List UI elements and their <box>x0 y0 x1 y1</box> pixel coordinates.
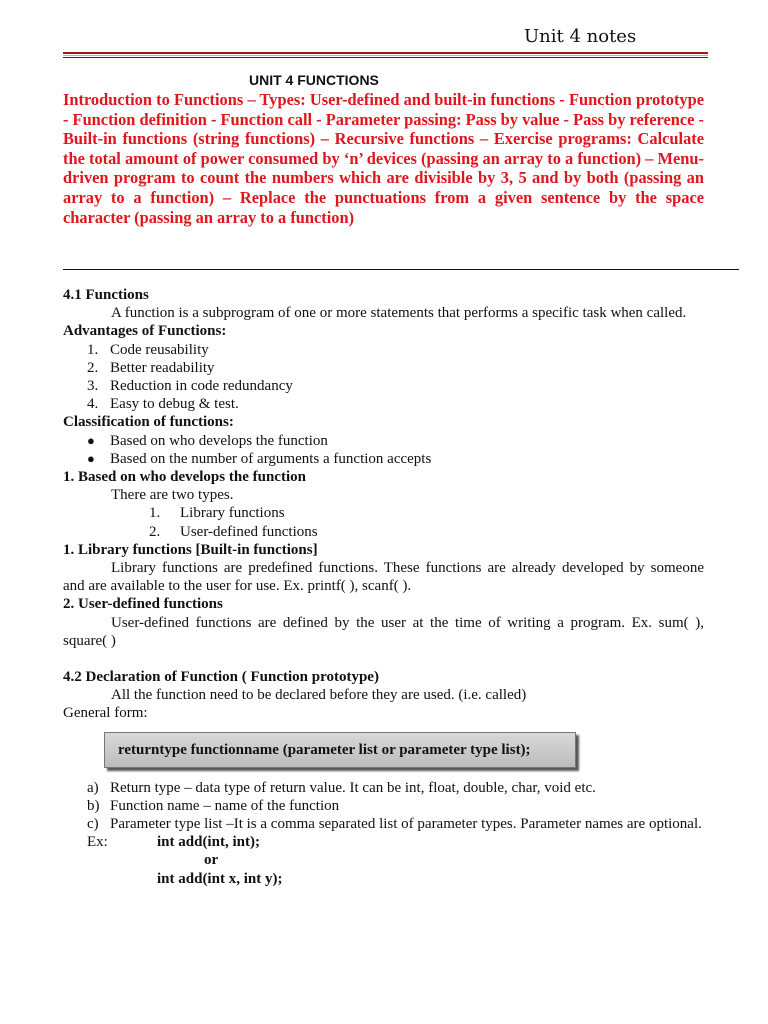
who-develops-heading: 1. Based on who develops the function <box>63 469 306 486</box>
list-item: 3. Reduction in code redundancy <box>87 378 293 395</box>
list-item: c) Parameter type list –It is a comma separated list of parameter types. Parameter names are optional. <box>87 816 702 833</box>
bullet-icon: ● <box>87 432 95 448</box>
example-code-line: int add(int x, int y); <box>157 870 283 887</box>
types-list <box>63 504 704 540</box>
example-row <box>63 833 704 851</box>
list-item: ● Based on the number of arguments a function accepts <box>87 450 432 467</box>
header-title: Unit 4 notes <box>524 26 637 47</box>
list-item: 2. User-defined functions <box>149 523 318 540</box>
bullet-icon: ● <box>87 450 95 466</box>
general-form-label: General form: <box>63 705 148 722</box>
list-item: 2. Better readability <box>87 359 215 376</box>
library-functions-text: Library functions are predefined functions. These functions are already developed by someone and are available to the user for use. Ex. printf( ), scanf( ). <box>63 560 704 595</box>
header-divider <box>63 52 708 58</box>
who-develops-intro: There are two types. <box>111 487 234 504</box>
declaration-intro: All the function need to be declared before they are used. (i.e. called) <box>111 687 527 704</box>
list-item: b) Function name – name of the function <box>87 797 340 814</box>
section-divider <box>63 269 739 270</box>
user-defined-text: User-defined functions are defined by the user at the time of writing a program. Ex. sum( ), square( ) <box>63 614 704 649</box>
spacer <box>63 650 704 668</box>
list-item: ● Based on who develops the function <box>87 432 328 449</box>
general-form-code: returntype functionname (parameter list or parameter type list); <box>118 741 531 758</box>
example-label: Ex: <box>87 834 108 851</box>
document-body <box>63 286 704 888</box>
unit-title: UNIT 4 FUNCTIONS <box>249 72 379 88</box>
library-functions-heading: 1. Library functions [Built-in functions] <box>63 541 318 558</box>
user-defined-heading: 2. User-defined functions <box>63 596 223 613</box>
list-item: 4. Easy to debug & test. <box>87 396 239 413</box>
example-code-line: int add(int, int); <box>157 834 260 851</box>
prototype-parts-list <box>63 779 704 834</box>
classification-list <box>63 432 704 468</box>
example-or: or <box>204 852 219 869</box>
advantages-list <box>63 341 704 414</box>
list-item: 1. Library functions <box>149 505 285 522</box>
list-item: a) Return type – data type of return value. It can be int, float, double, char, void etc. <box>87 779 596 796</box>
function-definition: A function is a subprogram of one or more statements that performs a specific task when called. <box>111 305 687 322</box>
section-heading-4-2: 4.2 Declaration of Function ( Function prototype) <box>63 669 379 686</box>
general-form-box <box>104 732 576 768</box>
syllabus-text: Introduction to Functions – Types: User-defined and built-in functions - Function prototype - Function definition - Function call - Parameter passing: Pass by value - Pass by reference - Built-in functions (string functions) – Recursive functions – Exercise programs: Calculate the total amount of power consumed by ‘n’ devices (passing an array to a function) – Menu-driven program to count the numbers which are divisible by 3, 5 and by both (passing an array to a function) – Replace the punctuations from a given sentence by the space character (passing an array to a function) <box>63 90 705 227</box>
classification-heading: Classification of functions: <box>63 414 234 431</box>
advantages-heading: Advantages of Functions: <box>63 323 227 340</box>
section-heading-4-1: 4.1 Functions <box>63 287 149 303</box>
list-item: 1. Code reusability <box>87 341 209 358</box>
